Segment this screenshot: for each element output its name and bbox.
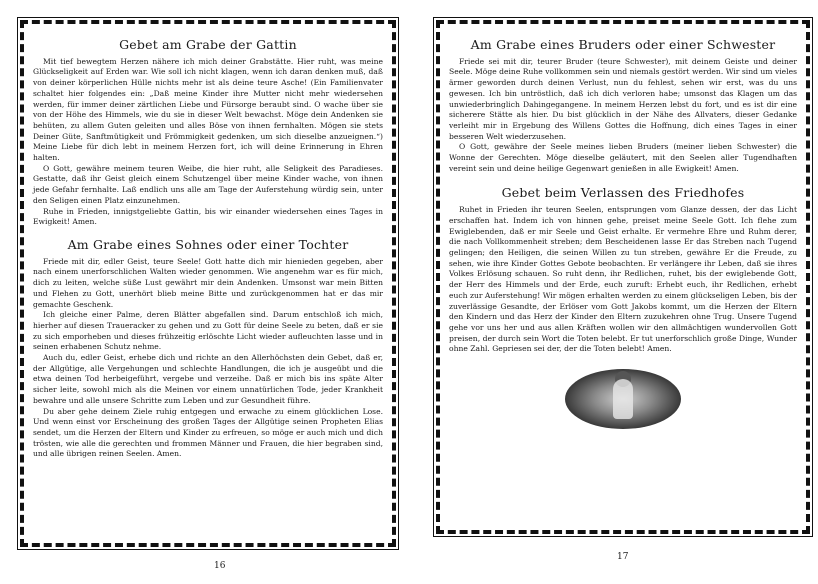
left-page — [0, 0, 405, 584]
paragraph: Friede sei mit dir, teurer Bruder (teure Schwester), mit deinem Geiste und deiner Seele. Möge deine Ruhe vollkommen sein und niemals gestört werden. Wir sind um vieles ärmer geworden durch deinen Verlust, nun du fehlest, sehen wir erst, was du uns gewesen. Ich bin untröstlich, daß ich dich verloren habe; umsonst das Klagen um das unwiederbringlich Dahingegangene. In meinem Herzen lebst du fort, und es ist dir eine sicherere Stätte als hier. Du bist glücklich in der Nähe des Allvaters, dieser Gedanke verleiht mir in Ergebung des Willens Gottes die Hoffnung, dich eines Tages in einer besseren Welt wiederzusehen. — [449, 56, 797, 141]
right-page — [412, 0, 818, 584]
paragraph: Du aber gehe deinem Ziele ruhig entgegen und erwache zu einem glücklichen Lose. Und wenn einst vor Erscheinung des großen Tages der Allgütige seinen Propheten Elias sendet, um die Herzen der Eltern und Kinder zu erfreuen, so möge er auch mich und dich trösten, wie alle die gerechten und frommen Männer und Frauen, die hier begraben sind, und alle übrigen reinen Seelen. Amen. — [33, 406, 383, 459]
paragraph: Auch du, edler Geist, erhebe dich und richte an den Allerhöchsten dein Gebet, daß er, der Allgütige, alle Vergehungen und schlechte Handlungen, die ich je ausgeübt und die etwa deinen Tod herbeigeführt, vergebe und verzeihe. Daß er mich bis ins späte Alter sicher leite, sowohl mich als die Meinen vor einem unnatürlichen Tode, jeder Krankheit bewahre und alle unsere Schritte zum Leben und zur Gesundheit führe. — [33, 353, 383, 405]
paragraph: Ruhe in Frieden, innigstgeliebte Gattin, bis wir einander wiedersehen eines Tages in Ewigkeit! Amen. — [33, 206, 383, 227]
page-number-left: 16 — [214, 561, 226, 571]
figure-hands-icon — [613, 379, 633, 419]
paragraph: Friede mit dir, edler Geist, teure Seele! Gott hatte dich mir hienieden gegeben, aber nach einem unerforschlichen Walten wieder genommen. Wie angenehm war es für mich, dich zu leiten, welche süße Lust gewährt mir dein Andenken. Umsonst war mein Bitten und Flehen zu Gott, unerhört blieb meine Bitte und zurückgenommen hat er das mir gemachte Geschenk. — [33, 256, 383, 309]
paragraph: O Gott, gewähre meinem teuren Weibe, die hier ruht, alle Seligkeit des Paradieses. Gestatte, daß ihr Geist gleich einem Schutzengel über meine Kinder wache, von ihnen jede Gefahr fernhalte. Laß endlich uns alle am Tage der Auferstehung würdig sein, unter den Seligen einen Platz einzunehmen. — [33, 163, 383, 205]
page-number-right: 17 — [617, 552, 629, 562]
paragraph: Mit tief bewegtem Herzen nähere ich mich deiner Grabstätte. Hier ruht, was meine Glückseligkeit auf Erden war. Wie soll ich nicht klagen, wenn ich daran denken muß, daß von deiner körperlichen Hülle nichts mehr ist als deine teure Asche! (Ein Familienvater schaltet hier folgendes ein: „Daß meine Kinder ihre Mutter nicht mehr wiedersehen werden, für immer deiner zärtlichen Liebe und Fürsorge beraubt sind. O wache über sie von der Höhe des Himmels, wie du sie in dieser Welt bewachst. Möge dein Andenken sie behüten, zu allem Guten geleiten und alles Böse von ihnen fernhalten. Mögen sie stets Deiner Güte, Sanftmütigkeit und Frömmigkeit gedenken, um sich dieselbe anzueignen.“) Meine Liebe für dich lebt in meinem Herzen fort, ich will deine Erinnerung in Ehren halten. — [33, 56, 383, 163]
paragraph: O Gott, gewähre der Seele meines lieben Bruders (meiner lieben Schwester) die Wonne der Gerechten. Möge dieselbe geläutert, mit den Seelen aller Tugendhaften vereint sein und deine heilige Gegenwart genießen in alle Ewigkeit! Amen. — [449, 142, 797, 173]
prayer-title-brother-sister: Am Grabe eines Bruders oder einer Schwester — [470, 37, 776, 52]
paragraph: Ich gleiche einer Palme, deren Blätter abgefallen sind. Darum entschloß ich mich, hierher auf diesen Traueracker zu gehen und zu Gott für deine Seele zu beten, daß er sie zu sich emporheben und dieses frühzeitig erlöschte Licht wieder aufleuchten lasse und in seinen erhabenen Schutz nehme. — [33, 310, 383, 352]
right-page-border-frame — [436, 20, 810, 534]
paragraph: Ruhet in Frieden ihr teuren Seelen, entsprungen vom Glanze dessen, der das Licht erschaffen hat. Indem ich von hinnen gehe, preiset meine Seele Gott. Ich flehe zum Ewiglebenden, daß er mir Seele und Geist erhalte. Er vermehre Ehre und Ruhm derer, die nach Vollkommenheit streben; dem Bescheidenen lasse Er das Streben nach Tugend gelingen; den Heiligen, die seinen Willen zu tun streben, gewähre Er die Freude, zu sehen, wie ihre Kinder Gottes Gebote beobachten. Er verlängere ihr Leben, daß sie ihres Volkes Erlösung schauen. So ruht denn, ihr Redlichen, ruhet, bis der ewiglebende Gott, der Herr des Himmels und der Erde, euch zuruft: Erhebt euch, ihr Redlichen, erhebt euch zur Auferstehung! Wir mögen erhalten werden zu einem glückseligen Leben, bis der zuverlässige Gesandte, der Erlöser vom Gott Jakobs kommt, um die Herzen der Eltern den Kindern und das Herz der Kinder den Eltern zuzukehren ohne Trug. Unsere Tugend gehe vor uns her und aus allen Kräften wollen wir den allmächtigen wundervollen Gott preisen, der durch sein Wort die Toten belebt. Er tut unerforschlich große Dinge, Wunder ohne Zahl. Gepriesen sei der, der die Toten belebt! Amen. — [449, 205, 797, 354]
left-page-border-frame — [20, 20, 396, 547]
prayer-title-son-daughter: Am Grabe eines Sohnes oder einer Tochter — [67, 237, 349, 252]
prayer-title-leaving-cemetery: Gebet beim Verlassen des Friedhofes — [501, 185, 745, 201]
prayer-title-wife: Gebet am Grabe der Gattin — [119, 37, 297, 52]
mourning-figure-icon — [565, 369, 681, 429]
